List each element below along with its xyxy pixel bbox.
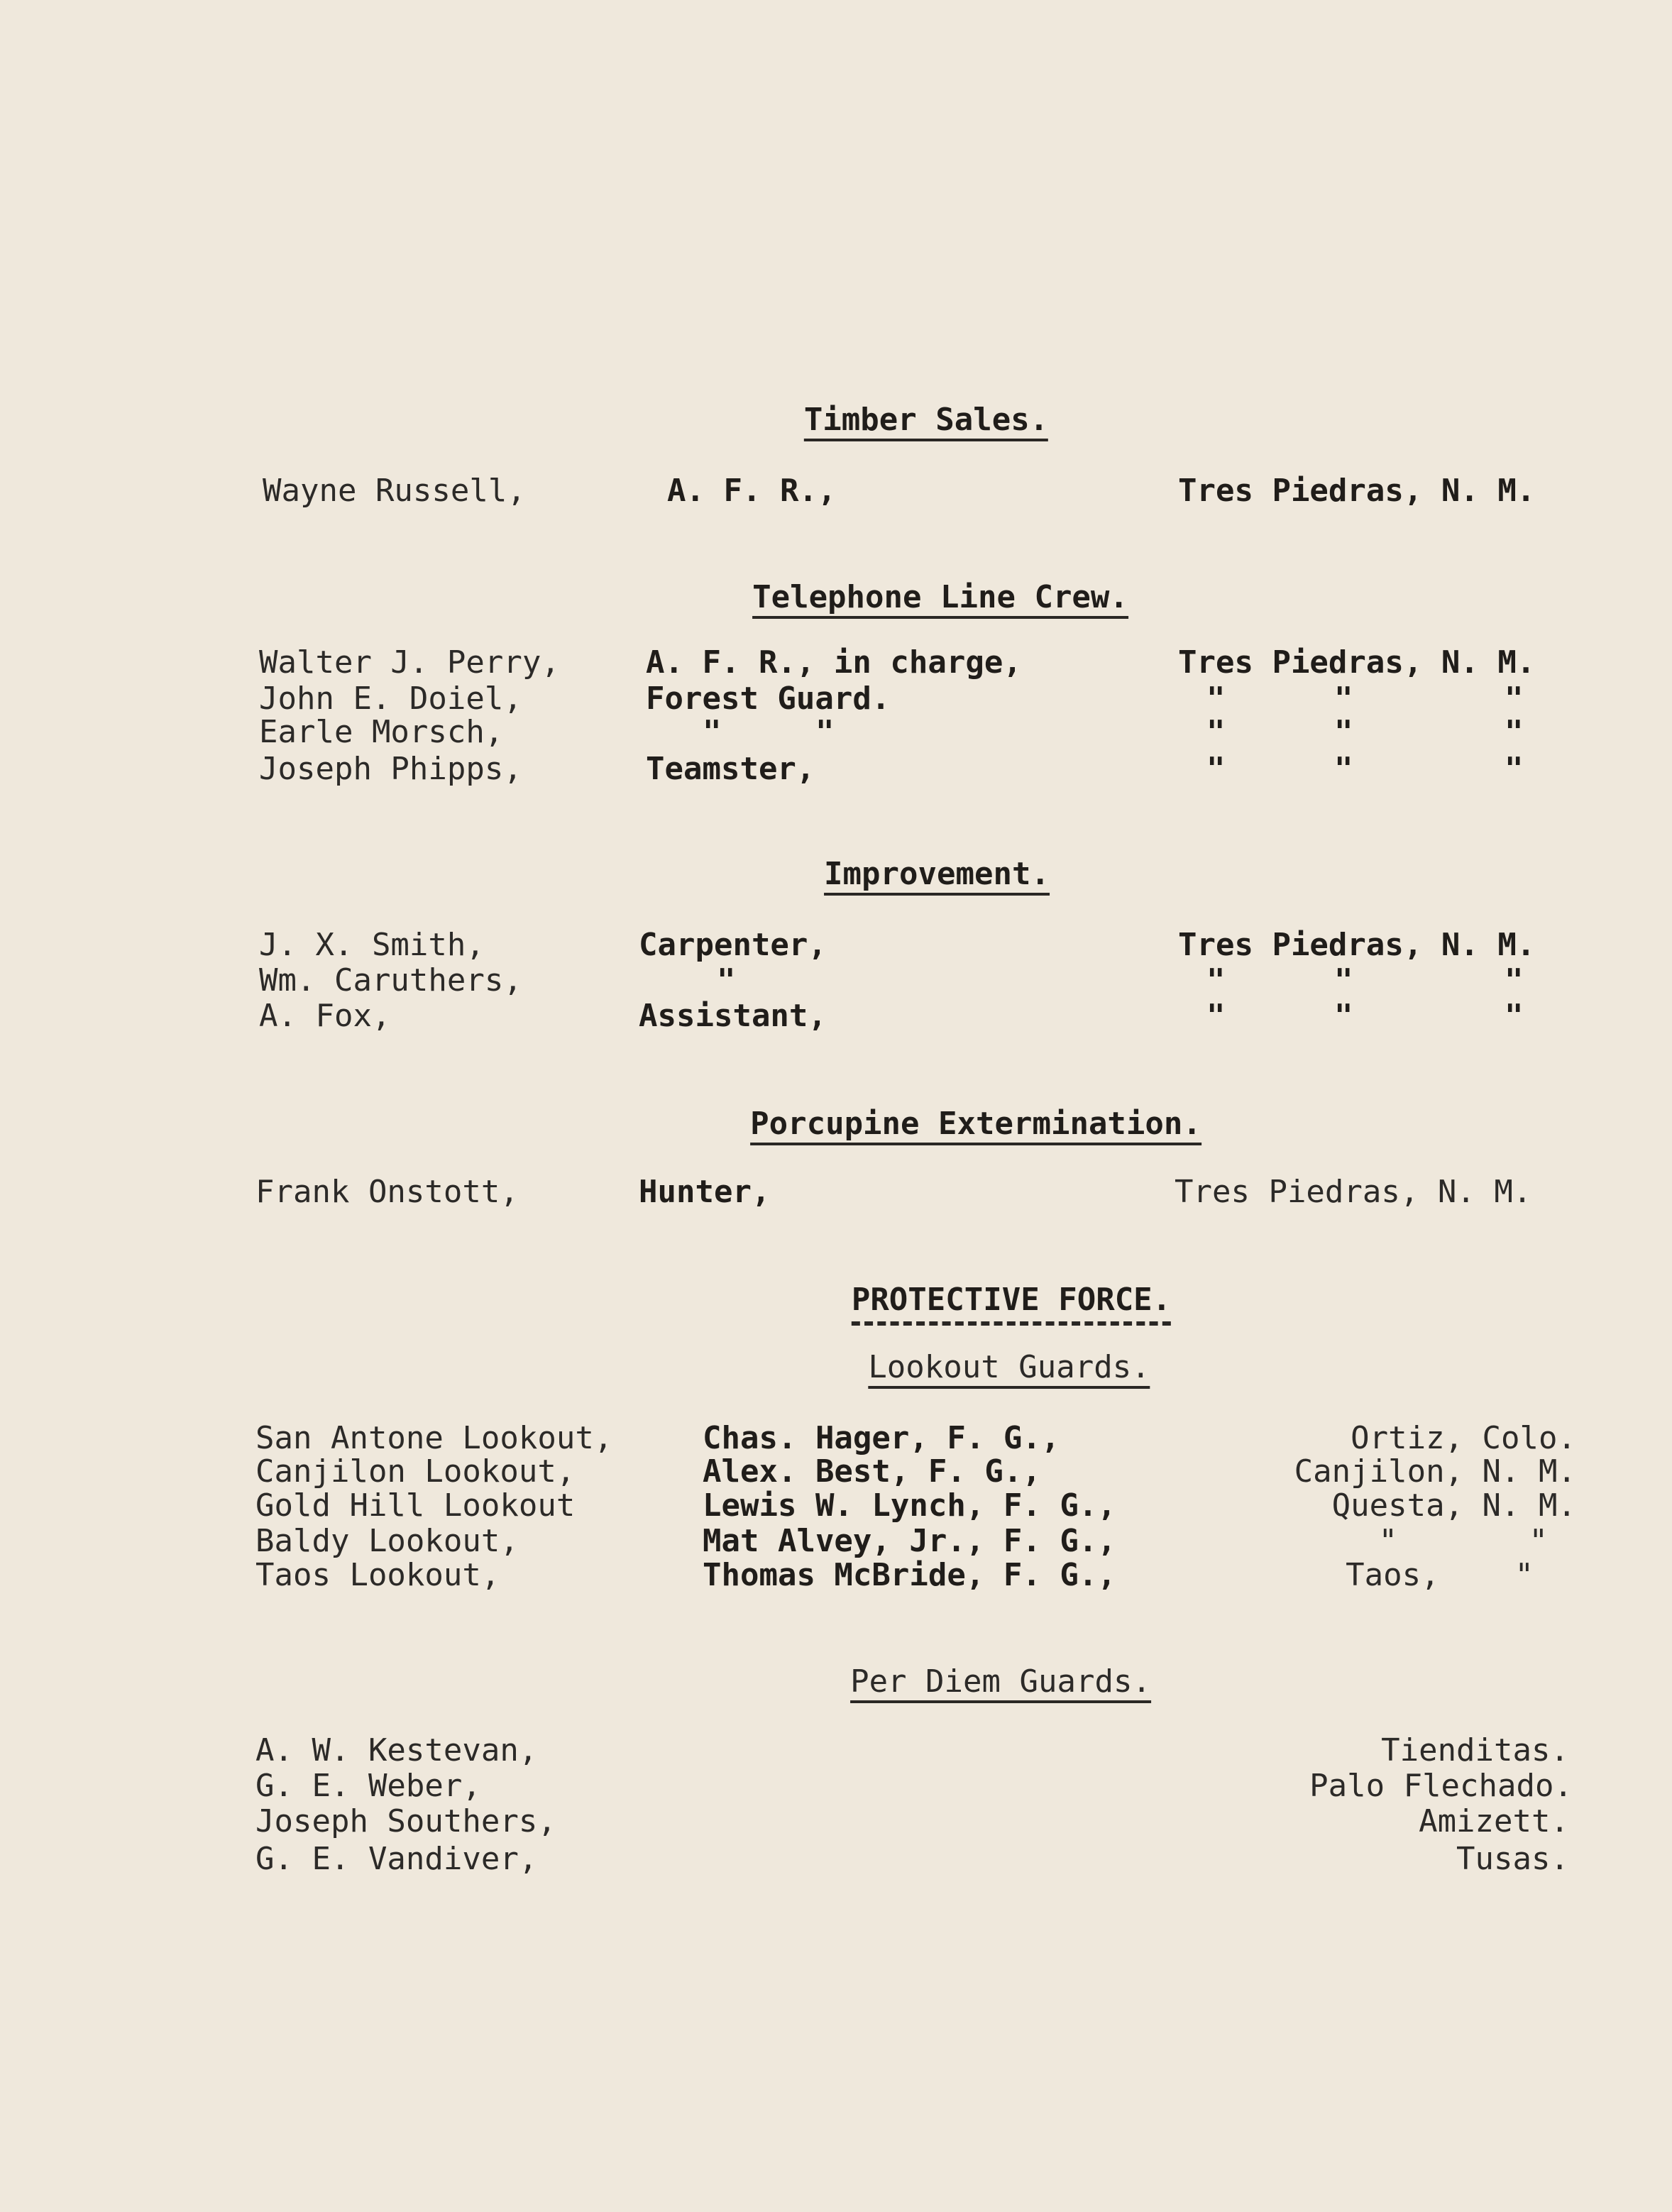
staff-location: Tres Piedras, N. M. (1178, 473, 1536, 509)
lookout-location: Questa, N. M. (1331, 1487, 1576, 1524)
ditto-mark: " (1206, 998, 1226, 1034)
section-heading-timber-sales: Timber Sales. (804, 405, 1048, 441)
per-diem-name: Joseph Southers, (255, 1803, 556, 1839)
ditto-mark: " (1505, 714, 1524, 750)
ditto-mark: " (1206, 714, 1226, 750)
ditto-mark: " (1334, 681, 1353, 717)
staff-location: Tres Piedras, N. M. (1178, 644, 1536, 681)
staff-title: Forest Guard. (646, 681, 891, 717)
staff-title: Carpenter, (639, 927, 827, 963)
section-heading-protective-force: PROTECTIVE FORCE. (852, 1284, 1171, 1326)
section-heading-telephone-line-crew: Telephone Line Crew. (752, 582, 1128, 619)
staff-title: " " (703, 714, 835, 750)
lookout-location: Ortiz, Colo. (1351, 1420, 1576, 1456)
per-diem-location: Tienditas. (1381, 1732, 1569, 1768)
lookout-place: Taos Lookout, (255, 1557, 500, 1593)
staff-name: Joseph Phipps, (259, 751, 522, 787)
ditto-mark: " (1334, 962, 1353, 998)
lookout-location: Taos, " (1346, 1557, 1534, 1593)
per-diem-location: Amizett. (1419, 1803, 1569, 1839)
per-diem-name: G. E. Weber, (255, 1768, 481, 1804)
ditto-mark: " (1206, 751, 1226, 787)
subheading-per-diem-guards: Per Diem Guards. (850, 1666, 1151, 1703)
staff-name: Wm. Caruthers, (259, 962, 522, 998)
lookout-place: Gold Hill Lookout (255, 1487, 576, 1524)
staff-title: Assistant, (639, 998, 827, 1034)
staff-name: J. X. Smith, (259, 927, 485, 963)
staff-name: John E. Doiel, (259, 681, 522, 717)
per-diem-location: Tusas. (1456, 1841, 1569, 1877)
section-heading-improvement: Improvement. (824, 859, 1050, 896)
ditto-mark: " (1505, 681, 1524, 717)
ditto-mark: " (1334, 714, 1353, 750)
ditto-mark: " (1505, 751, 1524, 787)
staff-name: Walter J. Perry, (259, 644, 560, 681)
per-diem-location: Palo Flechado. (1309, 1768, 1573, 1804)
section-heading-porcupine-extermination: Porcupine Extermination. (750, 1108, 1201, 1145)
staff-name: A. Fox, (259, 998, 391, 1034)
lookout-guard: Lewis W. Lynch, F. G., (703, 1487, 1116, 1524)
lookout-location: " " (1378, 1523, 1548, 1559)
per-diem-name: A. W. Kestevan, (255, 1732, 538, 1768)
staff-name: Frank Onstott, (255, 1174, 519, 1210)
staff-name: Earle Morsch, (259, 714, 504, 750)
ditto-mark: " (1206, 962, 1226, 998)
lookout-guard: Thomas McBride, F. G., (703, 1557, 1116, 1593)
ditto-mark: " (1334, 751, 1353, 787)
staff-title: Teamster, (646, 751, 815, 787)
staff-title: Hunter, (639, 1174, 771, 1210)
staff-name: Wayne Russell, (263, 473, 526, 509)
ditto-mark: " (1505, 962, 1524, 998)
subheading-lookout-guards: Lookout Guards. (868, 1352, 1150, 1389)
ditto-mark: " (1206, 681, 1226, 717)
ditto-mark: " (1505, 998, 1524, 1034)
staff-location: Tres Piedras, N. M. (1178, 927, 1536, 963)
lookout-guard: Chas. Hager, F. G., (703, 1420, 1060, 1456)
staff-title: A. F. R., in charge, (646, 644, 1022, 681)
lookout-location: Canjilon, N. M. (1294, 1453, 1576, 1490)
lookout-guard: Mat Alvey, Jr., F. G., (703, 1523, 1116, 1559)
per-diem-name: G. E. Vandiver, (255, 1841, 538, 1877)
staff-location: Tres Piedras, N. M. (1175, 1174, 1532, 1210)
lookout-place: Canjilon Lookout, (255, 1453, 576, 1490)
lookout-guard: Alex. Best, F. G., (703, 1453, 1041, 1490)
staff-title: A. F. R., (667, 473, 837, 509)
lookout-place: San Antone Lookout, (255, 1420, 613, 1456)
lookout-place: Baldy Lookout, (255, 1523, 519, 1559)
staff-title: " (717, 962, 736, 998)
ditto-mark: " (1334, 998, 1353, 1034)
